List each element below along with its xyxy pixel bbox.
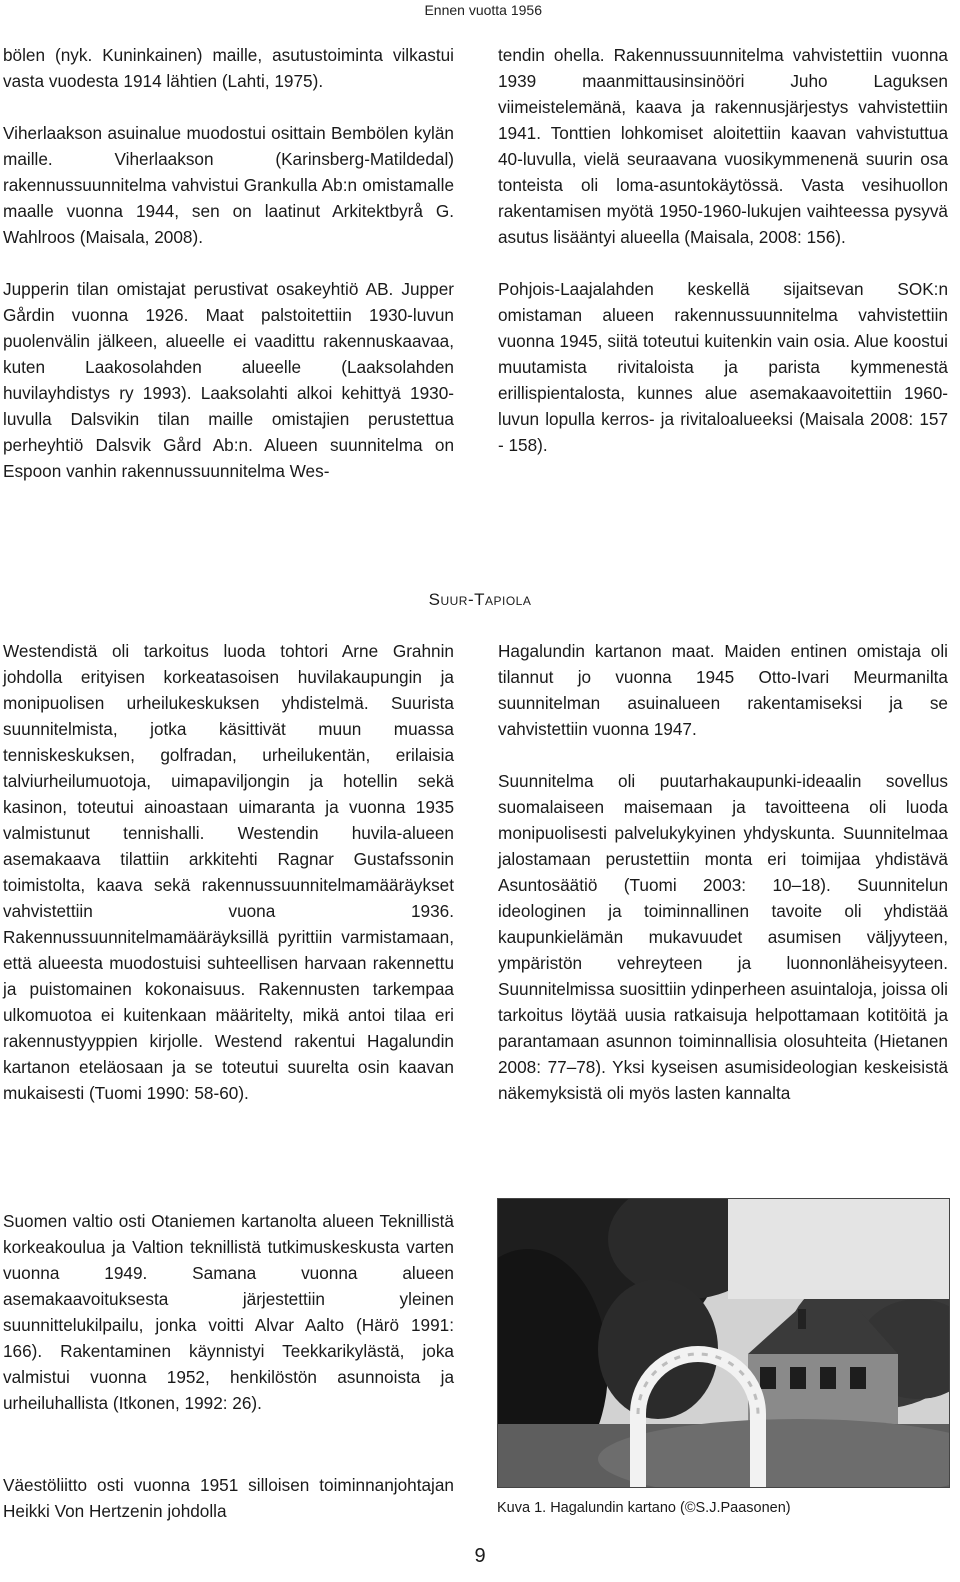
top-left-column xyxy=(3,42,454,484)
running-header: Ennen vuotta 1956 xyxy=(424,2,542,18)
paragraph: Westendistä oli tarkoitus luoda tohtori Arne Grahnin johdolla erityisen korkeatasoisen huvilakaupungin ja monipuolisen urheilukeskuksen yhdistelmä. Suurista suunnitelmista, jotka käsittivät muun muassa tenniskeskuksen, golfradan, urheilukentän, erilaisia talviurheilumuotoja, uimapaviljongin ja hotellin sekä kasinon, toteutui ainoastaan uimaranta ja vuonna 1935 valmistunut tennishalli. Westendin huvila-alueen asemakaava tilattiin arkkitehti Ragnar Gustafssonin toimistolta, kaava sekä rakennussuunnitelmamääräykset vahvistettiin vuona 1936. Rakennussuunnitelmamääräyksillä pyrittiin varmistamaan, että alueesta muodostuisi suhteellisen harvaan rakennettu ja puistomainen kokonaisuus. Rakennusten tarkempaa ulkomuotoa ei kuitenkaan määritelty, mikä antoi tilaa eri rakennustyyppien kirjolle. Westend rakentui Hagalundin kartanon eteläosaan ja se toteutui suurelta osin kaavan mukaisesti (Tuomi 1990: 58-60). xyxy=(3,641,454,1103)
bottom-left-column-3 xyxy=(3,1472,454,1524)
paragraph: Jupperin tilan omistajat perustivat osakeyhtiö AB. Jupper Gårdin vuonna 1926. Maat palstoitettiin 1930-luvun puolenvälin jälkeen, alueelle ei vaadittu rakennuskaavaa, kuten Laakosolahden alueelle (Laaksolahden huvilayhdistys ry 1993). Laaksolahti alkoi kehittyä 1930-luvulla Dalsvikin tilan maille omistajien perustettua perheyhtiö Dalsvik Gård Ab:n. Alueen suunnitelma on Espoon vanhin rakennussuunnitelma Wes- xyxy=(3,279,454,481)
section-heading: Suur-Tapiola xyxy=(428,590,532,609)
paragraph: Väestöliitto osti vuonna 1951 silloisen toiminnanjohtajan Heikki Von Hertzenin johdolla xyxy=(3,1475,454,1521)
bottom-right-column xyxy=(498,638,948,1106)
paragraph: Hagalundin kartanon maat. Maiden entinen omistaja oli tilannut jo vuonna 1945 Otto-Ivari Meurmanilta suunnitelman asuinalueen rakentamiseksi ja se vahvistettiin vuonna 1947. xyxy=(498,641,948,739)
manor-photo-illustration xyxy=(498,1199,949,1487)
paragraph: bölen (nyk. Kuninkainen) maille, asutustoiminta vilkastui vasta vuodesta 1914 lähtien (Lahti, 1975). xyxy=(3,45,454,91)
bottom-left-column-2 xyxy=(3,1208,454,1416)
bottom-left-column xyxy=(3,638,454,1106)
top-right-column xyxy=(498,42,948,458)
page-number: 9 xyxy=(474,1545,486,1567)
paragraph: Suomen valtio osti Otaniemen kartanolta alueen Teknillistä korkeakoulua ja Valtion teknillistä tutkimuskeskusta varten vuonna 1949. Samana vuonna alueen asemakaavoituksesta järjestettiin yleinen suunnittelukilpailu, jonka voitti Alvar Aalto (Härö 1991: 166). Rakentaminen käynnistyi Teekkarikylästä, joka valmistui vuonna 1952, henkilöstön asunnoista ja urheiluhallista (Itkonen, 1992: 26). xyxy=(3,1211,454,1413)
manor-photo xyxy=(497,1198,950,1488)
paragraph: Viherlaakson asuinalue muodostui osittain Bembölen kylän maille. Viherlaakson (Karinsberg-Matildedal) rakennussuunnitelma vahvistui Grankulla Ab:n omistamalle maalle vuonna 1944, sen on laatinut Arkitektbyrå G. Wahlroos (Maisala, 2008). xyxy=(3,123,454,247)
figure-caption: Kuva 1. Hagalundin kartano (©S.J.Paasonen) xyxy=(497,1500,791,1516)
paragraph: Suunnitelma oli puutarhakaupunki-ideaalin sovellus suomalaiseen maisemaan ja tavoitteena oli luoda monipuolisesti palvelukykyinen yhdyskunta. Suunnitelmaa jalostamaan perustettiin monta eri toimijaa yhdistävä Asuntosäätiö (Tuomi 2003: 10–18). Suunnitelun ideologinen ja toiminnallinen tavoite oli yhdistää kaupunkielämän mukavuudet asumisen väljyyteen, ympäristön vehreyteen ja luonnonläheisyyteen. Suunnitelmissa suosittiin ydinperheen asuintaloja, joissa oli tarkoitus löytää uusia ratkaisuja helpottamaan kotitöitä ja parantamaan asunnon toiminnallisia olosuhteita (Hietanen 2008: 77–78). Yksi kyseisen asumisideologian keskeisistä näkemyksistä oli myös lasten kannalta xyxy=(498,771,948,1103)
paragraph: Pohjois-Laajalahden keskellä sijaitsevan SOK:n omistaman alueen rakennussuunnitelma vahvistettiin vuonna 1945, siitä toteutui kuitenkin vain osia. Alue koostui muutamista rivitaloista ja parista kymmenestä erillispientalosta, kunnes alue asemakaavoitettiin 1960-luvun lopulla kerros- ja rivitaloalueeksi (Maisala 2008: 157 - 158). xyxy=(498,279,948,455)
paragraph: tendin ohella. Rakennussuunnitelma vahvistettiin vuonna 1939 maanmittausinsinööri Juho Laguksen viimeistelemänä, kaava ja rakennusjärjestys vahvistettiin 1941. Tonttien lohkomiset aloitettiin kaavan vahvistuttua 40-luvulla, vielä seuraavana vuosikymmenenä suurin osa tonteista oli loma-asuntokäytössä. Vasta vesihuollon rakentamisen myötä 1950-1960-lukujen vaihteessa pysyvä asutus lisääntyi alueella (Maisala, 2008: 156). xyxy=(498,45,948,247)
